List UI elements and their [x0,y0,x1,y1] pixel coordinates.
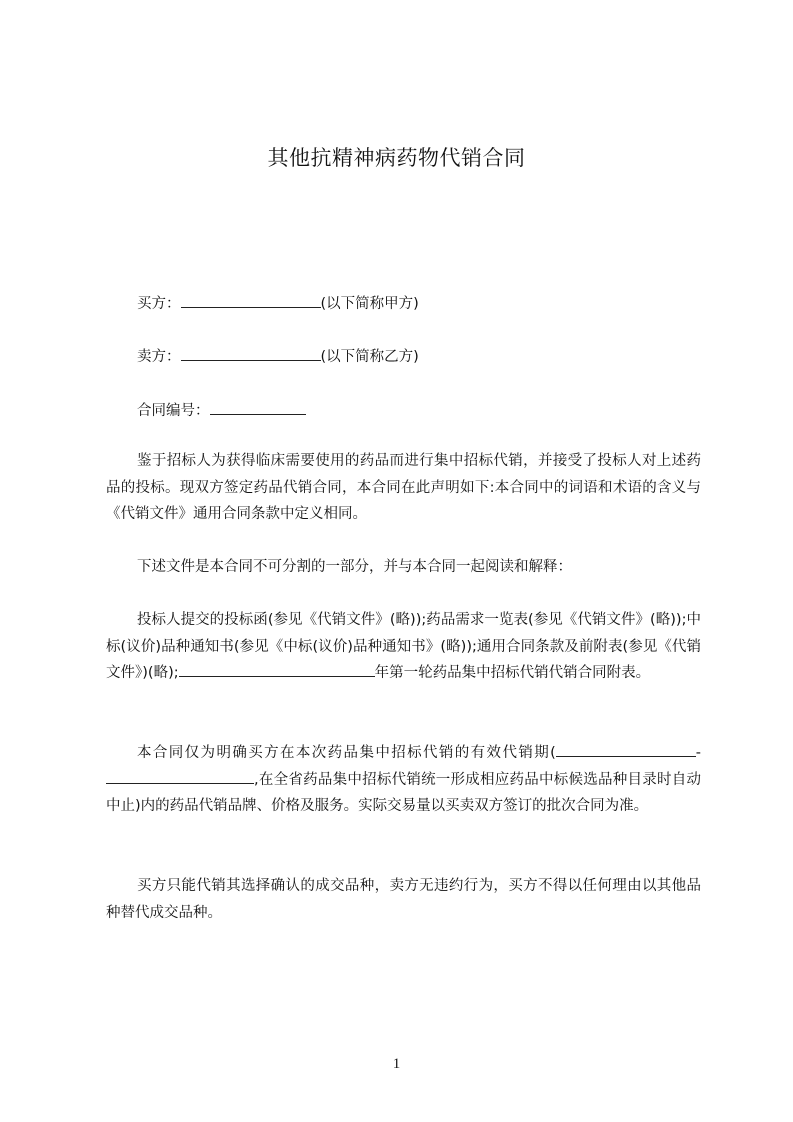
buyer-suffix: (以下简称甲方) [320,296,419,312]
seller-blank[interactable] [181,346,321,361]
buyer-blank[interactable] [181,293,321,308]
paragraph-preamble: 鉴于招标人为获得临床需要使用的药品而进行集中招标代销，并接受了投标人对上述药品的投标。现双方签定药品代销合同，本合同在此声明如下:本合同中的词语和术语的含义与《代销文件》通用合同条款中定义相同。 [106,453,701,522]
buyer-label: 买方： [137,296,181,312]
seller-label: 卖方： [137,349,181,365]
period-dash: - [695,745,701,761]
period-end-blank[interactable] [106,769,254,784]
validity-text: 本合同仅为明确买方在本次药品集中招标代销的有效代销期( [137,745,556,761]
document-list-tail: 年第一轮药品集中招标代销代销合同附表。 [374,665,651,681]
seller-suffix: (以下简称乙方) [320,349,419,365]
page-number: 1 [392,1056,401,1072]
contract-number-line [137,399,306,420]
contract-number-blank[interactable] [210,400,306,415]
year-blank[interactable] [179,662,375,677]
validity-tail: ,在全省药品集中招标代销统一形成相应药品中标候选品种目录时自动中止)内的药品代销品牌、价格及服务。实际交易量以买卖双方签订的批次合同为准。 [106,771,701,814]
period-start-blank[interactable] [556,742,684,757]
paragraph-documents-intro: 下述文件是本合同不可分割的一部分，并与本合同一起阅读和解释： [137,559,572,575]
page-title: 其他抗精神病药物代销合同 [267,146,526,170]
paragraph-validity [106,740,701,820]
seller-line [137,345,419,366]
buyer-line [137,292,419,313]
period-start-blank-cont[interactable] [684,742,696,757]
document-list-text: 投标人提交的投标函(参见《代销文件》(略));药品需求一览表(参见《代销文件》(略));中标(议价)品种通知书(参见《中标(议价)品种通知书》(略));通用合同条款及前附表(参见《代销文件》)(略); [106,612,701,681]
contract-number-label: 合同编号： [137,403,210,419]
paragraph-document-list [106,607,701,687]
paragraph-substitution: 买方只能代销其选择确认的成交品种，卖方无违约行为，买方不得以任何理由以其他品种替代成交品种。 [106,878,701,921]
